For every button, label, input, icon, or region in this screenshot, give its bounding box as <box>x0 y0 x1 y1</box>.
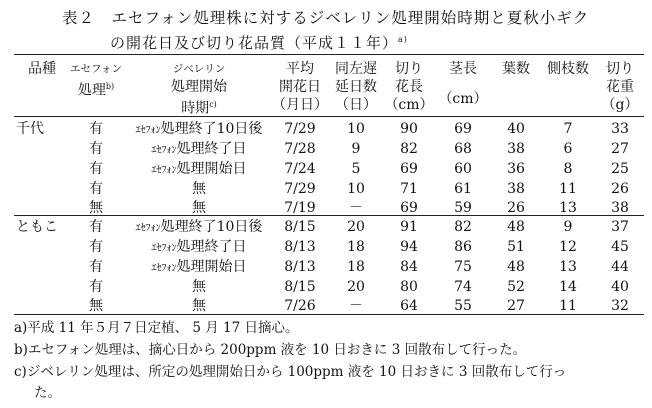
cell-cut: 90 <box>400 121 418 137</box>
cell-ga <box>126 138 272 160</box>
cell-cut: 64 <box>400 298 418 314</box>
cell-stem: 68 <box>454 141 472 157</box>
cell-date: 7/29 <box>284 181 316 197</box>
cell-branches: 12 <box>559 239 577 255</box>
cell-ga-main: 処理終了日 <box>176 141 247 157</box>
header-rule <box>14 116 644 117</box>
cell-ga-main: 処理終了10日後 <box>160 219 263 235</box>
header-ga-mark: c) <box>209 100 217 109</box>
header-leaves: 葉数 <box>502 61 530 77</box>
cell-ga <box>126 158 272 180</box>
cell-cut: 84 <box>400 259 418 275</box>
cell-date: 7/28 <box>284 141 316 157</box>
cell-ga-main: 処理終了日 <box>176 239 247 255</box>
header-stem-line1: 茎長 <box>449 61 477 77</box>
cell-delay: 20 <box>347 279 365 295</box>
cell-weight: 40 <box>611 279 629 295</box>
cell-branches: 6 <box>563 141 573 157</box>
header-date-line1: 平均 <box>286 61 314 77</box>
header-ethephon-line1: エセフォン <box>70 63 122 75</box>
cell-ga-main: 処理開始日 <box>176 259 247 275</box>
cell-stem: 61 <box>454 181 472 197</box>
header-date-line2: 開花日 <box>279 79 321 95</box>
cell-ga-main: 無 <box>192 181 206 197</box>
cell-date: 7/19 <box>284 200 316 216</box>
cell-stem: 75 <box>454 259 472 275</box>
cell-ga <box>126 295 272 317</box>
cell-stem: 55 <box>454 298 472 314</box>
cell-ga-prefix: ｴｾﾌｫﾝ <box>151 263 177 274</box>
header-stem-line3: （cm） <box>438 91 488 107</box>
cell-weight: 37 <box>611 219 629 235</box>
cell-delay: 5 <box>351 161 361 177</box>
cell-ga-main: 無 <box>192 298 206 314</box>
header-weight-line1: 切り <box>606 61 634 77</box>
cell-stem: 59 <box>454 200 472 216</box>
cell-cut: 69 <box>400 200 418 216</box>
cell-weight: 33 <box>611 121 629 137</box>
header-weight-line2: 花重 <box>606 79 634 95</box>
header-branches: 側枝数 <box>547 61 589 77</box>
cell-delay: 20 <box>347 219 365 235</box>
header-ethephon-label: 処理 <box>77 82 106 99</box>
cell-ethephon: 有 <box>89 219 103 235</box>
cell-ethephon: 有 <box>89 121 103 137</box>
header-cut-line1: 切り <box>395 61 423 77</box>
cell-stem: 86 <box>454 239 472 255</box>
cell-weight: 38 <box>611 200 629 216</box>
cell-ethephon: 有 <box>89 259 103 275</box>
cell-ethephon: 有 <box>89 141 103 157</box>
cell-date: 7/29 <box>284 121 316 137</box>
cell-ga-prefix: ｴｾﾌｫﾝ <box>135 125 161 136</box>
cell-leaves: 26 <box>507 200 525 216</box>
cell-ethephon: 有 <box>89 239 103 255</box>
cell-delay: 10 <box>347 181 365 197</box>
header-ethephon-line2 <box>66 76 126 98</box>
cell-delay: 10 <box>347 121 365 137</box>
cell-branches: 13 <box>559 259 577 275</box>
cell-delay: － <box>349 200 363 216</box>
cell-delay: － <box>349 298 363 314</box>
cell-variety: ともこ <box>16 219 58 235</box>
cell-leaves: 38 <box>507 141 525 157</box>
cell-weight: 25 <box>611 161 629 177</box>
cell-ethephon: 有 <box>89 161 103 177</box>
cell-variety <box>16 236 64 258</box>
cell-ga <box>126 118 272 140</box>
cell-ethephon: 無 <box>89 298 103 314</box>
cell-leaves: 40 <box>507 121 525 137</box>
cell-leaves: 51 <box>507 239 525 255</box>
cell-date: 8/13 <box>284 239 316 255</box>
cell-branches: 11 <box>559 181 577 197</box>
cell-ethephon: 有 <box>89 181 103 197</box>
cell-ethephon: 無 <box>89 200 103 216</box>
cell-leaves: 27 <box>507 298 525 314</box>
cell-weight: 27 <box>611 141 629 157</box>
cell-date: 8/15 <box>284 219 316 235</box>
header-weight-line3: （g） <box>601 97 639 113</box>
cell-ga-prefix: ｴｾﾌｫﾝ <box>151 243 177 254</box>
footnote-c: c)ジベレリン処理は、所定の処理開始日から 100ppm 液を 10 日おきに 3 回散布して行っ <box>14 364 567 380</box>
cell-ga-main: 処理開始日 <box>176 161 247 177</box>
header-ga-label: 時期 <box>181 100 210 117</box>
cell-cut: 80 <box>400 279 418 295</box>
cell-date: 8/13 <box>284 259 316 275</box>
cell-delay: 18 <box>347 259 365 275</box>
footnote-c-continued: た。 <box>34 385 61 401</box>
header-cut-line2: 花長 <box>395 79 423 95</box>
header-delay-line3: （日） <box>335 97 377 113</box>
table-title-line2-text: の開花日及び切り花品質（平成１１年） <box>110 34 399 52</box>
header-ga-line1: ジベレリン <box>172 63 226 75</box>
cell-stem: 74 <box>454 279 472 295</box>
cell-ga-main: 無 <box>192 200 206 216</box>
header-variety: 品種 <box>28 61 56 77</box>
cell-cut: 94 <box>400 239 418 255</box>
top-rule <box>14 54 644 55</box>
header-ga-line2: 処理開始 <box>171 79 227 95</box>
cell-ga <box>126 236 272 258</box>
cell-weight: 26 <box>611 181 629 197</box>
cell-ga-main: 無 <box>192 279 206 295</box>
cell-variety <box>16 158 64 180</box>
cell-leaves: 38 <box>507 181 525 197</box>
cell-ga <box>126 216 272 238</box>
table-title-line1: 表２ エセフォン処理株に対するジベレリン処理開始時期と夏秋小ギク <box>62 9 590 27</box>
cell-branches: 13 <box>559 200 577 216</box>
footnote-b: b)エセフォン処理は、摘心日から 200ppm 液を 10 日おきに 3 回散布して行った。 <box>14 342 527 358</box>
cell-stem: 60 <box>454 161 472 177</box>
cell-cut: 82 <box>400 141 418 157</box>
cell-cut: 91 <box>400 219 418 235</box>
header-delay-line2: 延日数 <box>335 79 377 95</box>
title-footnote-mark: a) <box>398 35 408 44</box>
cell-weight: 32 <box>611 298 629 314</box>
cell-ga-prefix: ｴｾﾌｫﾝ <box>151 145 177 156</box>
cell-variety <box>16 138 64 160</box>
cell-date: 8/15 <box>284 279 316 295</box>
header-ethephon-mark: b) <box>105 82 115 91</box>
cell-delay: 9 <box>351 141 361 157</box>
cell-weight: 45 <box>611 239 629 255</box>
cell-branches: 7 <box>563 121 573 137</box>
cell-ethephon: 有 <box>89 279 103 295</box>
cell-weight: 44 <box>611 259 629 275</box>
table-title-line2 <box>110 32 408 53</box>
cell-ga-prefix: ｴｾﾌｫﾝ <box>135 223 161 234</box>
header-delay-line1: 同左遅 <box>335 61 377 77</box>
cell-ga-prefix: ｴｾﾌｫﾝ <box>151 165 177 176</box>
cell-leaves: 36 <box>507 161 525 177</box>
cell-leaves: 48 <box>507 219 525 235</box>
cell-leaves: 48 <box>507 259 525 275</box>
cell-ga <box>126 256 272 278</box>
header-ga-line3 <box>126 94 272 116</box>
cell-variety <box>16 256 64 278</box>
cell-delay: 18 <box>347 239 365 255</box>
cell-cut: 69 <box>400 161 418 177</box>
cell-branches: 9 <box>563 219 573 235</box>
cell-stem: 69 <box>454 121 472 137</box>
cell-date: 7/26 <box>284 298 316 314</box>
cell-leaves: 52 <box>507 279 525 295</box>
cell-ga-main: 処理終了10日後 <box>160 121 263 137</box>
header-cut-line3: （cm） <box>384 97 434 113</box>
header-date-line3: （月日） <box>272 97 328 113</box>
footnote-a: a)平成 11 年５月７日定植、 5 月 17 日摘心。 <box>14 320 299 336</box>
cell-branches: 8 <box>563 161 573 177</box>
cell-branches: 11 <box>559 298 577 314</box>
cell-variety <box>16 295 64 317</box>
cell-branches: 14 <box>559 279 577 295</box>
cell-variety: 千代 <box>16 121 44 137</box>
cell-stem: 82 <box>454 219 472 235</box>
cell-date: 7/24 <box>284 161 316 177</box>
cell-cut: 71 <box>400 181 418 197</box>
